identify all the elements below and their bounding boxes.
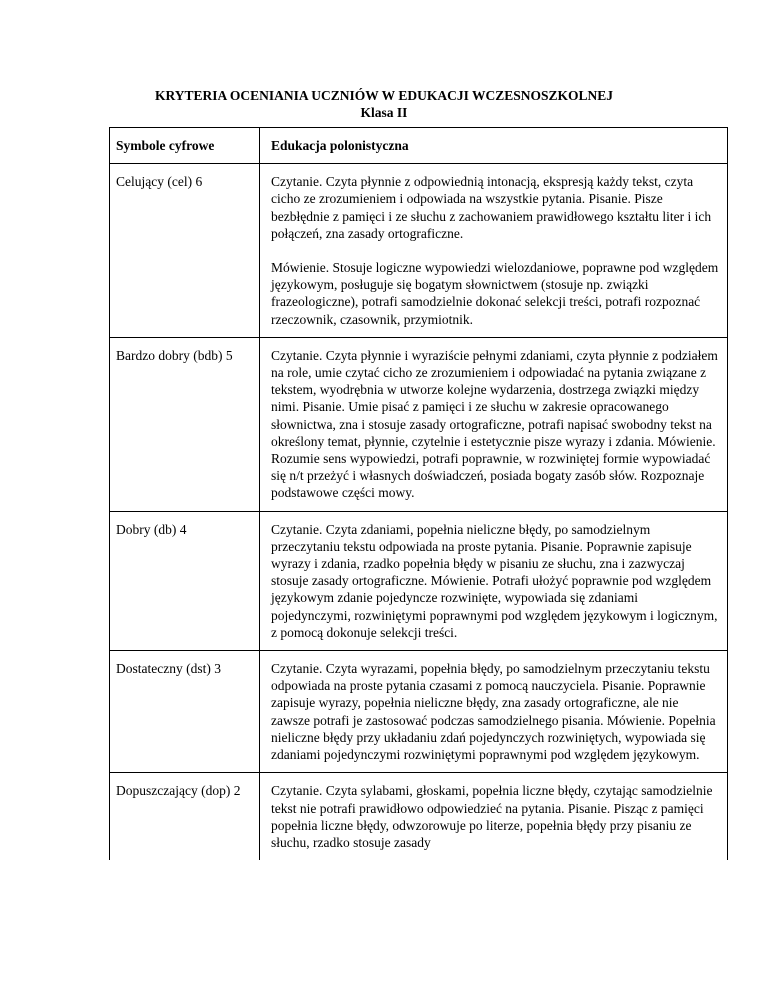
grade-cell: Dostateczny (dst) 3	[110, 651, 260, 773]
criteria-cell	[260, 164, 728, 338]
grade-cell: Bardzo dobry (bdb) 5	[110, 337, 260, 511]
criteria-paragraph: Mówienie. Stosuje logiczne wypowiedzi wielozdaniowe, poprawne pod względem językowym, posługuje się bogatym słownictwem (stosuje np. związki frazeologiczne), potrafi samodzielnie dokonać selekcji treści, potrafi rozpoznać rzeczownik, czasownik, przymiotnik.	[271, 260, 719, 327]
document-subtitle: Klasa II	[360, 105, 408, 120]
grade-cell: Celujący (cel) 6	[110, 164, 260, 338]
header-grade-symbols: Symbole cyfrowe	[110, 128, 260, 164]
grading-criteria-table	[109, 127, 728, 860]
criteria-cell	[260, 337, 728, 511]
document-title-block	[0, 87, 768, 121]
grade-cell: Dobry (db) 4	[110, 511, 260, 650]
criteria-paragraph: Czytanie. Czyta sylabami, głoskami, popełnia liczne błędy, czytając samodzielnie tekst nie potrafi prawidłowo odpowiedzieć na pytania. Pisanie. Pisząc z pamięci popełnia liczne błędy, odwzorowuje po literze, popełnia błędy przy pisaniu ze słuchu, rzadko stosuje zasady	[271, 783, 713, 850]
header-polish-education: Edukacja polonistyczna	[260, 128, 728, 164]
table-row	[110, 773, 728, 860]
table-row	[110, 511, 728, 650]
criteria-paragraph: Czytanie. Czyta płynnie i wyraziście pełnymi zdaniami, czyta płynnie z podziałem na role, umie czytać cicho ze zrozumieniem i odpowiadać na pytania związane z tekstem, wyodrębnia w utworze kolejne wydarzenia, dostrzega związki między nimi. Pisanie. Umie pisać z pamięci i ze słuchu w zakresie opracowanego słownictwa, zna i stosuje zasady ortograficzne, potrafi napisać swobodny tekst na określony temat, płynnie, czytelnie i estetycznie pisze wyrazy i zdania. Mówienie. Rozumie sens wypowiedzi, potrafi poprawnie, w rozwiniętej formie wypowiadać się n/t przeżyć i własnych doświadczeń, posiada bogaty zasób słów. Rozpoznaje podstawowe części mowy.	[271, 347, 718, 501]
criteria-cell	[260, 773, 728, 860]
table-header-row	[110, 128, 728, 164]
criteria-paragraph: Czytanie. Czyta zdaniami, popełnia nieliczne błędy, po samodzielnym przeczytaniu tekstu odpowiada na proste pytania. Pisanie. Poprawnie zapisuje wyrazy i zdania, rzadko popełnia błędy w pisaniu ze słuchu, zna i zazwyczaj stosuje zasady ortograficzne. Mówienie. Potrafi ułożyć poprawnie pod względem językowym zdanie pojedyncze rozwinięte, wypowiada się zdaniami pojedynczymi, rozwiniętymi poprawnymi pod względem językowym i logicznym, z pomocą dokonuje selekcji treści.	[271, 521, 718, 640]
document-title: KRYTERIA OCENIANIA UCZNIÓW W EDUKACJI WCZESNOSZKOLNEJ	[154, 88, 613, 103]
criteria-paragraph: Czytanie. Czyta wyrazami, popełnia błędy, po samodzielnym przeczytaniu tekstu odpowiada na proste pytania czasami z pomocą nauczyciela. Pisanie. Poprawnie zapisuje wyrazy, popełnia nieliczne błędy, zna zasady ortograficzne, ale nie zawsze potrafi je zastosować podczas samodzielnego pisania. Mówienie. Popełnia nieliczne błędy przy układaniu zdań pojedynczych rozwiniętych, wypowiada się zdaniami pojedynczymi rozwiniętymi poprawnymi pod względem językowym.	[271, 661, 716, 763]
table-row	[110, 164, 728, 338]
criteria-cell	[260, 651, 728, 773]
criteria-cell	[260, 511, 728, 650]
table-row	[110, 337, 728, 511]
grade-cell: Dopuszczający (dop) 2	[110, 773, 260, 860]
criteria-paragraph: Czytanie. Czyta płynnie z odpowiednią intonacją, ekspresją każdy tekst, czyta cicho ze zrozumieniem i odpowiada na wszystkie pytania. Pisanie. Pisze bezbłędnie z pamięci i ze słuchu z zachowaniem prawidłowego kształtu liter i ich połączeń, zna zasady ortograficzne.	[271, 174, 712, 241]
table-row	[110, 651, 728, 773]
